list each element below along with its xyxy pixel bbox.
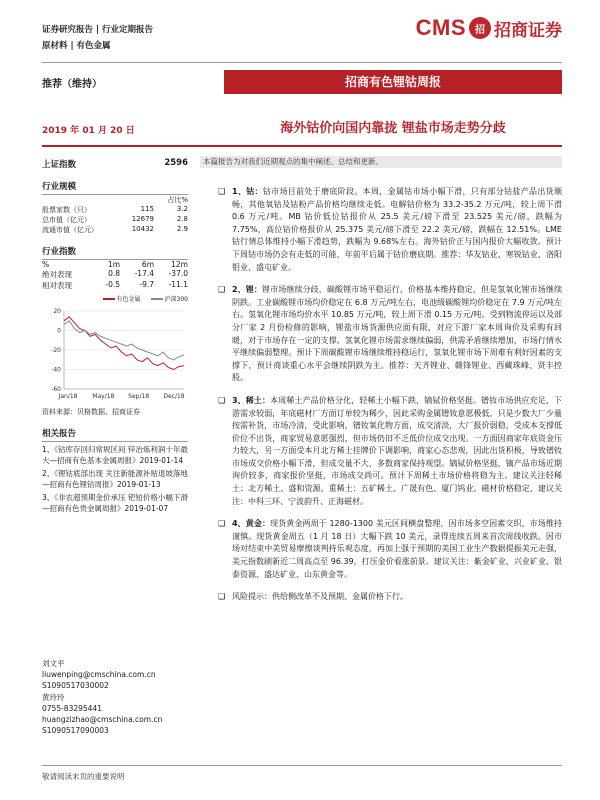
perf-header	[42, 260, 188, 269]
paragraph-text: 4、黄金：现货黄金两周于 1280-1300 美元区间横盘整理，因市场多空因素交织，市场维持谨慎。现货黄金周五（1 月 18 日）大幅下跌 10 美元，录得连续五周来首次周线收跌。因市场对结束中美贸易摩擦谈判持乐观态度，再加上强于预期的美国工业生产数据提振美元走强，美元指数刷新近二周高点至 96.39，打压金价看涨前景。建议关注：紫金矿业、兴业矿业、银泰资源、盛达矿业、山东黄金等。	[232, 519, 562, 579]
perf-label: 绝对表现	[42, 270, 72, 279]
paragraph-text: 1、钴：钴市场目前处于磨底阶段。本周，金属钴市场小幅下滑，只有部分钴盐产品出货顺畅，其他氧钴及钴粉产品价格均继续走低。电解钴价格为 33.2-35.2 万元/吨，较上周下滑 0.6 万元/吨。MB 钴价低位钴报价从 25.5 美元/磅下滑至 23.525 美元/磅，跌幅为 7.75%，高位钴价格报价从 25.375 美元/磅下滑至 22.2 美元/磅，跌幅在 12.51%。LME 钴行情总体维持小幅下滑趋势，跌幅为 9.68%左右。海外钴价正与国内报价大幅收敛。预计下周钴市场仍会有走低的可能，年前平后属于钴价磨底期。推荐：华友钴业、寒锐钴业、洛阳钼业、盛屯矿业。	[232, 187, 562, 272]
perf-value: -11.1	[168, 280, 188, 289]
paragraph-heading: 2、锂：	[232, 285, 263, 295]
chart-source: 资料来源：贝格数据、招商证券	[42, 408, 140, 416]
scale-header	[42, 195, 188, 205]
paragraph	[218, 518, 562, 581]
scale-pct-label: 占比%	[167, 196, 188, 204]
left-sidebar	[42, 150, 188, 514]
footer-divider	[42, 765, 562, 766]
analyst-line: liuwenping@cmschina.com.cn	[42, 670, 156, 680]
report-sector: 原材料 | 有色金属	[42, 41, 111, 51]
x-tick-label: Dec/18	[163, 393, 185, 400]
scale-row	[42, 215, 188, 225]
index-row	[42, 158, 188, 170]
index-value: 2596	[164, 158, 188, 168]
bullet-icon: ❑	[218, 592, 226, 602]
related-report: 2、《锂钴底部出现 关注新能源补贴退坡落地—招商有色锂钴周报》2019-01-13	[42, 469, 188, 489]
scale-value: 12679	[131, 215, 154, 223]
headline-divider	[42, 145, 562, 147]
paragraph-text: 风险提示：供给侧改革不及预期、金属价格下行。	[232, 592, 408, 602]
report-banner: 招商有色锂钴周报	[224, 70, 562, 94]
report-headline: 海外钴价向国内靠拢 锂盐市场走势分歧	[280, 121, 506, 136]
footer-note: 敬请阅读末页的重要说明	[42, 772, 125, 781]
scale-row	[42, 225, 188, 235]
paragraph-heading: 1、钴：	[232, 187, 263, 196]
x-tick-label: Sep/18	[128, 393, 150, 400]
paragraph-heading: 4、黄金：	[232, 519, 271, 529]
x-tick-label: Jan/18	[58, 393, 78, 400]
series-line-0	[64, 317, 184, 370]
perf-header-unit: %	[42, 260, 50, 269]
logo-cn: 招商证券	[494, 20, 562, 41]
paragraph-text: 3、稀土：本周稀土产品价格分化，轻稀土小幅下跌，镝铽价格坚挺。镨钕市场供应充足，下游需求较弱，年底磁材厂方面订单较为稀少，因此采购金属镨钕意愿极低，只是少数大厂少量按需补货，市场冷清，受此影响，镨钕氧化物方面，成交清淡，大厂报价弱稳，受成本支撑低价位不出货，商家贸易意愿强烈，但市场仍旧不乏低价位成交出现。一方面因商家年底资金压力较大，另一方面受本月北方稀土挂牌价下调影响，商家心态悲观，因此出货积极，导致镨钕市场成交价格小幅下滑，但成交量不大，多数商家保持观望。镝铽价格坚挺，镝产品市场近期询价较多，商家报价坚挺，市场成交尚可。预计下周稀土市场价格将稳为主。建议关注轻稀土：北方稀土、盛和资源。重稀土：五矿稀土、广晟有色、厦门钨业。磁材价格稳定，建议关注：中科三环、宁波韵升、正海磁材。	[232, 395, 562, 506]
bullet-icon: ❑	[218, 285, 226, 295]
bullet-icon: ❑	[218, 395, 226, 405]
perf-title: 行业指数	[42, 245, 188, 260]
analyst-line: 黄玲玲	[42, 692, 65, 702]
y-tick-label: -40	[51, 366, 61, 374]
legend-item-hs300: 沪深300	[151, 294, 188, 303]
chart-legend	[42, 294, 188, 303]
perf-value: -0.5	[105, 280, 120, 289]
cms-logo	[416, 12, 562, 44]
scale-pct: 2.9	[176, 225, 188, 233]
rating: 推荐（维持）	[42, 79, 102, 90]
logo-en: CMS	[415, 15, 466, 40]
perf-row	[42, 269, 188, 280]
y-tick-label: -60	[51, 386, 61, 393]
paragraph	[218, 186, 562, 274]
scale-value: 10432	[131, 225, 154, 233]
scale-label: 流通市值（亿元）	[42, 226, 98, 234]
paragraph	[218, 591, 562, 604]
related-report: 1、《钴库存回归常规区间 锌冶炼利润十年最大—招商有色基本金属周报》2019-01-14	[42, 445, 188, 465]
y-tick-label: -20	[51, 347, 61, 354]
perf-value: -37.0	[168, 269, 188, 278]
scale-title: 行业规模	[42, 180, 188, 195]
legend-item-metals: 有色金属	[103, 294, 141, 303]
analyst-line: S1090517090003	[42, 726, 109, 736]
analyst-line: 0755-83295441	[42, 703, 102, 713]
paragraph-text: 2、锂：锂市场继续分歧，碳酸锂市场平稳运行，价格基本维持稳定，但是氢氧化锂市场继续阴跌。工业碳酸锂市场均价稳定在 6.8 万元/吨左右，电池级碳酸锂均价稳定在 7.9 万元/吨左右。氢氧化锂市场均价水平 10.85 万元/吨，较上周下滑 0.15 万元/吨。受到物流停运以及部分厂家 2 月份检修的影响，锂盐市场货源供应面有限，对应下游厂家本周询价及采购有回暖，对于市场存在一定的支撑。氢氧化锂市场需求继续偏弱，供需矛盾继续增加，市场行情水平继续偏弱整理。预计下周碳酸锂市场继续维持稳运行，氢氧化锂市场下周难有利好因素的支撑下，预计商谈重心水平会继续阴跌为主。推荐：天齐锂业、赣锋锂业、西藏珠峰、贤丰控股。	[232, 285, 562, 383]
paragraph-heading: 3、稀土：	[232, 395, 271, 405]
perf-value: -17.4	[134, 269, 154, 278]
performance-chart	[42, 305, 188, 405]
scale-label: 总市值（亿元）	[42, 216, 91, 224]
scale-pct: 3.2	[176, 205, 188, 213]
paragraph	[218, 395, 562, 508]
summary-bar: 本篇报告为对我们近期观点的集中阐述、总结和更新。	[200, 156, 562, 168]
analyst-info	[42, 658, 192, 736]
index-label: 上证指数	[42, 160, 77, 170]
main-content	[218, 186, 562, 614]
logo-badge-icon: 招	[469, 17, 491, 39]
perf-header-1m: 1m	[107, 260, 120, 269]
perf-row	[42, 280, 188, 291]
paragraph	[218, 284, 562, 385]
analyst-line: 刘文平	[42, 659, 65, 668]
scale-row	[42, 205, 188, 215]
perf-value: -9.7	[139, 280, 154, 289]
scale-pct: 2.8	[176, 215, 188, 223]
analyst-line: S1090517030002	[42, 681, 109, 691]
report-type: 证券研究报告 | 行业定期报告	[42, 25, 154, 35]
y-tick-label: 20	[53, 308, 61, 315]
x-tick-label: May/18	[92, 393, 115, 400]
analyst-line: huangzizhao@cmschina.com.cn	[42, 715, 163, 725]
header-divider	[42, 62, 562, 63]
related-title: 相关报告	[42, 427, 188, 442]
perf-header-6m: 6m	[141, 260, 154, 269]
scale-value: 115	[140, 205, 154, 213]
scale-label: 股票家数（只）	[42, 206, 91, 214]
report-tags	[42, 22, 153, 54]
bullet-icon: ❑	[218, 519, 226, 529]
perf-value: 0.8	[108, 269, 120, 278]
perf-header-12m: 12m	[171, 260, 188, 269]
report-date: 2019 年 01 月 20 日	[42, 126, 135, 136]
perf-label: 相对表现	[42, 281, 72, 290]
related-report: 3、《非农超预期金价承压 钯铂价格小幅下滑—招商有色贵金属周报》2019-01-07	[42, 493, 188, 513]
y-tick-label: 0	[57, 327, 61, 335]
bullet-icon: ❑	[218, 187, 226, 196]
